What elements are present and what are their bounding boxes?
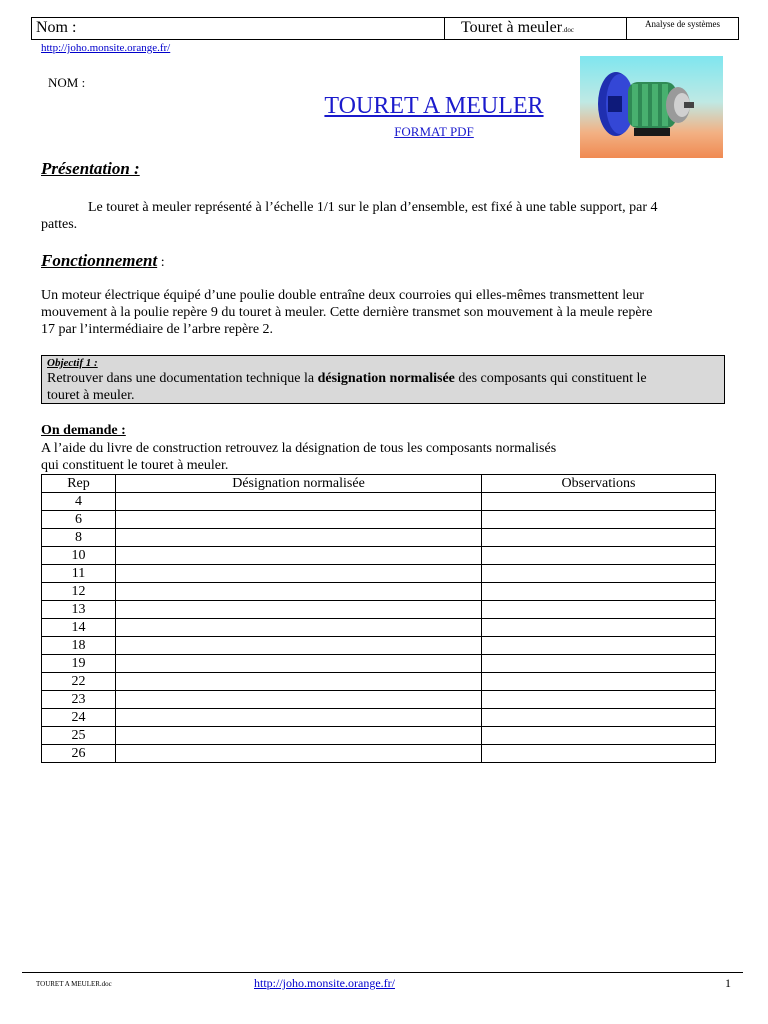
observations-cell[interactable] — [482, 583, 716, 601]
table-row — [42, 529, 716, 547]
table-body — [42, 493, 716, 763]
designation-cell[interactable] — [116, 655, 482, 673]
observations-cell[interactable] — [482, 673, 716, 691]
components-table — [41, 474, 716, 763]
col-observations: Observations — [482, 475, 716, 493]
doc-title: Touret à meuler — [461, 19, 563, 36]
table-row — [42, 547, 716, 565]
doc-title-cell — [445, 18, 627, 39]
table-row — [42, 565, 716, 583]
grinder-icon — [580, 56, 723, 158]
rep-cell: 22 — [42, 673, 116, 691]
rep-cell: 19 — [42, 655, 116, 673]
objective-line-2: touret à meuler. — [47, 388, 135, 403]
nom-cell: Nom : — [32, 18, 445, 39]
observations-cell[interactable] — [482, 745, 716, 763]
page-number: 1 — [725, 976, 731, 990]
designation-cell[interactable] — [116, 529, 482, 547]
objective-text-after: des composants qui constituent le — [454, 371, 647, 386]
nom-field: NOM : — [48, 75, 86, 90]
col-rep: Rep — [42, 475, 116, 493]
category-cell: Analyse de systèmes — [645, 19, 720, 29]
rep-cell: 23 — [42, 691, 116, 709]
grinder-image — [580, 56, 723, 158]
col-designation: Désignation normalisée — [116, 475, 482, 493]
table-row — [42, 745, 716, 763]
rep-cell: 12 — [42, 583, 116, 601]
rep-cell: 18 — [42, 637, 116, 655]
designation-cell[interactable] — [116, 565, 482, 583]
designation-cell[interactable] — [116, 511, 482, 529]
presentation-line-1: Le touret à meuler représenté à l’échelle 1/1 sur le plan d’ensemble, est fixé à une table support, par 4 — [88, 200, 658, 215]
rep-cell: 4 — [42, 493, 116, 511]
rep-cell: 10 — [42, 547, 116, 565]
demande-heading: On demande : — [41, 423, 126, 438]
fonctionnement-heading-row — [41, 251, 165, 271]
observations-cell[interactable] — [482, 691, 716, 709]
observations-cell[interactable] — [482, 601, 716, 619]
table-row — [42, 691, 716, 709]
observations-cell[interactable] — [482, 547, 716, 565]
fonctionnement-colon: : — [157, 255, 165, 270]
presentation-heading: Présentation : — [41, 159, 140, 178]
designation-cell[interactable] — [116, 637, 482, 655]
rep-cell: 24 — [42, 709, 116, 727]
designation-cell[interactable] — [116, 709, 482, 727]
designation-cell[interactable] — [116, 691, 482, 709]
table-row — [42, 673, 716, 691]
observations-cell[interactable] — [482, 727, 716, 745]
top-link[interactable]: http://joho.monsite.orange.fr/ — [41, 42, 171, 54]
designation-cell[interactable] — [116, 493, 482, 511]
objective-label: Objectif 1 : — [47, 357, 98, 369]
demande-line-2: qui constituent le touret à meuler. — [41, 458, 229, 473]
observations-cell[interactable] — [482, 493, 716, 511]
designation-cell[interactable] — [116, 745, 482, 763]
presentation-line-2: pattes. — [41, 217, 78, 232]
objective-box — [41, 355, 725, 404]
doc-ext: .doc — [562, 26, 574, 34]
fonctionnement-line-1: Un moteur électrique équipé d’une poulie double entraîne deux courroies qui elles-mêmes transmettent leur — [41, 288, 644, 303]
designation-cell[interactable] — [116, 619, 482, 637]
observations-cell[interactable] — [482, 529, 716, 547]
observations-cell[interactable] — [482, 619, 716, 637]
document-header — [31, 17, 739, 40]
page-title: TOURET A MEULER — [324, 93, 544, 119]
rep-cell: 26 — [42, 745, 116, 763]
footer-divider — [22, 972, 743, 973]
rep-cell: 25 — [42, 727, 116, 745]
table-row — [42, 709, 716, 727]
fonctionnement-heading: Fonctionnement — [41, 251, 158, 270]
table-row — [42, 493, 716, 511]
footer-filename: TOURET A MEULER.doc — [36, 980, 112, 988]
table-row — [42, 583, 716, 601]
designation-cell[interactable] — [116, 547, 482, 565]
page-subtitle: FORMAT PDF — [394, 124, 474, 139]
footer-link[interactable]: http://joho.monsite.orange.fr/ — [254, 976, 395, 990]
designation-cell[interactable] — [116, 673, 482, 691]
table-row — [42, 637, 716, 655]
rep-cell: 14 — [42, 619, 116, 637]
designation-cell[interactable] — [116, 727, 482, 745]
objective-text — [47, 370, 719, 387]
objective-text-before: Retrouver dans une documentation technique la — [47, 371, 318, 386]
designation-cell[interactable] — [116, 601, 482, 619]
fonctionnement-line-2: mouvement à la poulie repère 9 du touret à meuler. Cette dernière transmet son mouvement à la meule repère — [41, 305, 653, 320]
table-row — [42, 655, 716, 673]
table-row — [42, 727, 716, 745]
observations-cell[interactable] — [482, 655, 716, 673]
demande-line-1: A l’aide du livre de construction retrouvez la désignation de tous les composants normalisés — [41, 441, 557, 456]
rep-cell: 6 — [42, 511, 116, 529]
designation-cell[interactable] — [116, 583, 482, 601]
objective-text-bold: désignation normalisée — [317, 371, 455, 386]
table-row — [42, 601, 716, 619]
observations-cell[interactable] — [482, 637, 716, 655]
observations-cell[interactable] — [482, 565, 716, 583]
table-row — [42, 511, 716, 529]
observations-cell[interactable] — [482, 709, 716, 727]
rep-cell: 11 — [42, 565, 116, 583]
rep-cell: 8 — [42, 529, 116, 547]
fonctionnement-line-3: 17 par l’intermédiaire de l’arbre repère 2. — [41, 322, 274, 337]
table-header-row — [42, 475, 716, 493]
observations-cell[interactable] — [482, 511, 716, 529]
rep-cell: 13 — [42, 601, 116, 619]
table-row — [42, 619, 716, 637]
